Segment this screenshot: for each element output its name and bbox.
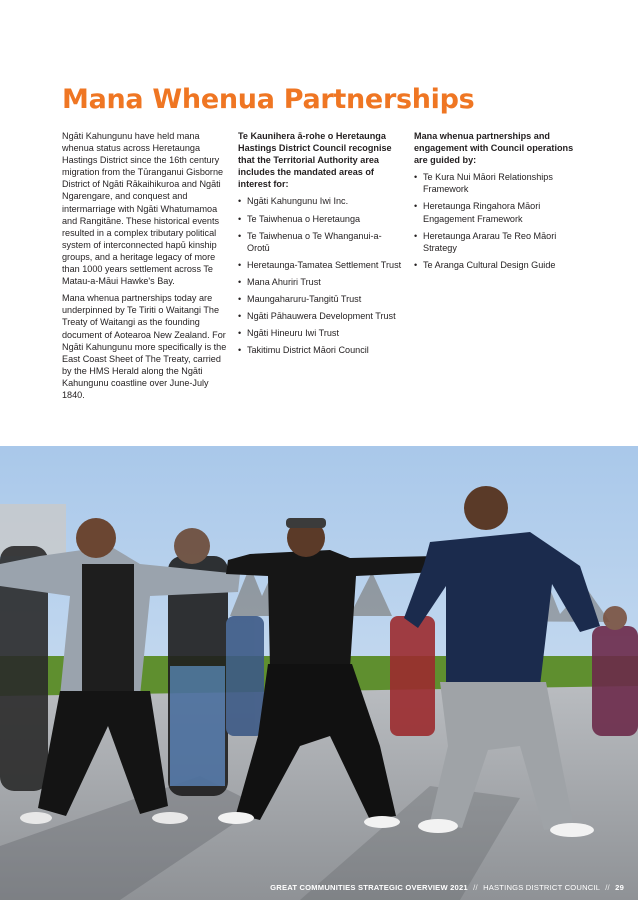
footer-separator: //: [605, 883, 610, 892]
haka-group-photo: [0, 446, 638, 900]
list-item: • Heretaunga Ringahora Māori Engagement Framework: [414, 200, 580, 224]
engagement-guides-list: [414, 171, 580, 271]
engagement-guides-intro: Mana whenua partnerships and engagement with Council operations are guided by:: [414, 131, 574, 166]
engagement-guides-column: [414, 130, 580, 276]
treaty-paragraph: Mana whenua partnerships today are underpinned by Te Tiriti o Waitangi The Treaty of Waitangi as the founding document of Aotearoa New Zealand. For Ngāti Kahungunu more specifically is the East Coast Sheet of The Treaty, carried by the HMS Herald along the Ngāti Kahungunu coastline over June-July 1840.: [62, 293, 227, 400]
intro-column: [62, 130, 228, 406]
list-item: • Te Taiwhenua o Te Whanganui-a-Orotū: [238, 230, 404, 254]
list-item: • Te Aranga Cultural Design Guide: [414, 259, 580, 271]
list-item: • Maungaharuru-Tangitū Trust: [238, 293, 404, 305]
footer-document-title: GREAT COMMUNITIES STRATEGIC OVERVIEW 2021: [270, 883, 468, 892]
list-item: • Ngāti Hineuru Iwi Trust: [238, 327, 404, 339]
page-number: 29: [615, 883, 624, 892]
list-item: • Mana Ahuriri Trust: [238, 276, 404, 288]
list-item: • Heretaunga Ararau Te Reo Māori Strategy: [414, 230, 580, 254]
list-item: • Ngāti Pāhauwera Development Trust: [238, 310, 404, 322]
list-item: • Heretaunga-Tamatea Settlement Trust: [238, 259, 404, 271]
list-item: • Te Taiwhenua o Heretaunga: [238, 213, 404, 225]
footer-council-name: HASTINGS DISTRICT COUNCIL: [483, 883, 600, 892]
mandated-areas-list: [238, 195, 404, 356]
mandated-areas-intro: Te Kaunihera ā-rohe o Heretaunga Hastings District Council recognise that the Territorial Authority area includes the mandated areas of interest for:: [238, 131, 392, 190]
list-item: • Te Kura Nui Māori Relationships Framework: [414, 171, 580, 195]
page-footer: [270, 883, 624, 892]
history-paragraph: Ngāti Kahungunu have held mana whenua status across Heretaunga Hastings District since the 16th century migration from the Tūranganui Gisborne District of Ngāti Rākaihikuroa and Ngāti Ngarengare, and conquest and intermarriage with Ngāti Whatumamoa and Rangitāne. These historical events resulted in a complex tributary political system of interconnected hapū kinship groups, and a heritage legacy of more than 1000 years settlement across Te Matau-a-Māui Hawke's Bay.: [62, 131, 224, 287]
page-title: Mana Whenua Partnerships: [62, 84, 475, 115]
list-item: • Ngāti Kahungunu Iwi Inc.: [238, 195, 404, 207]
list-item: • Takitimu District Māori Council: [238, 344, 404, 356]
mandated-areas-column: [238, 130, 404, 361]
footer-separator: //: [473, 883, 478, 892]
